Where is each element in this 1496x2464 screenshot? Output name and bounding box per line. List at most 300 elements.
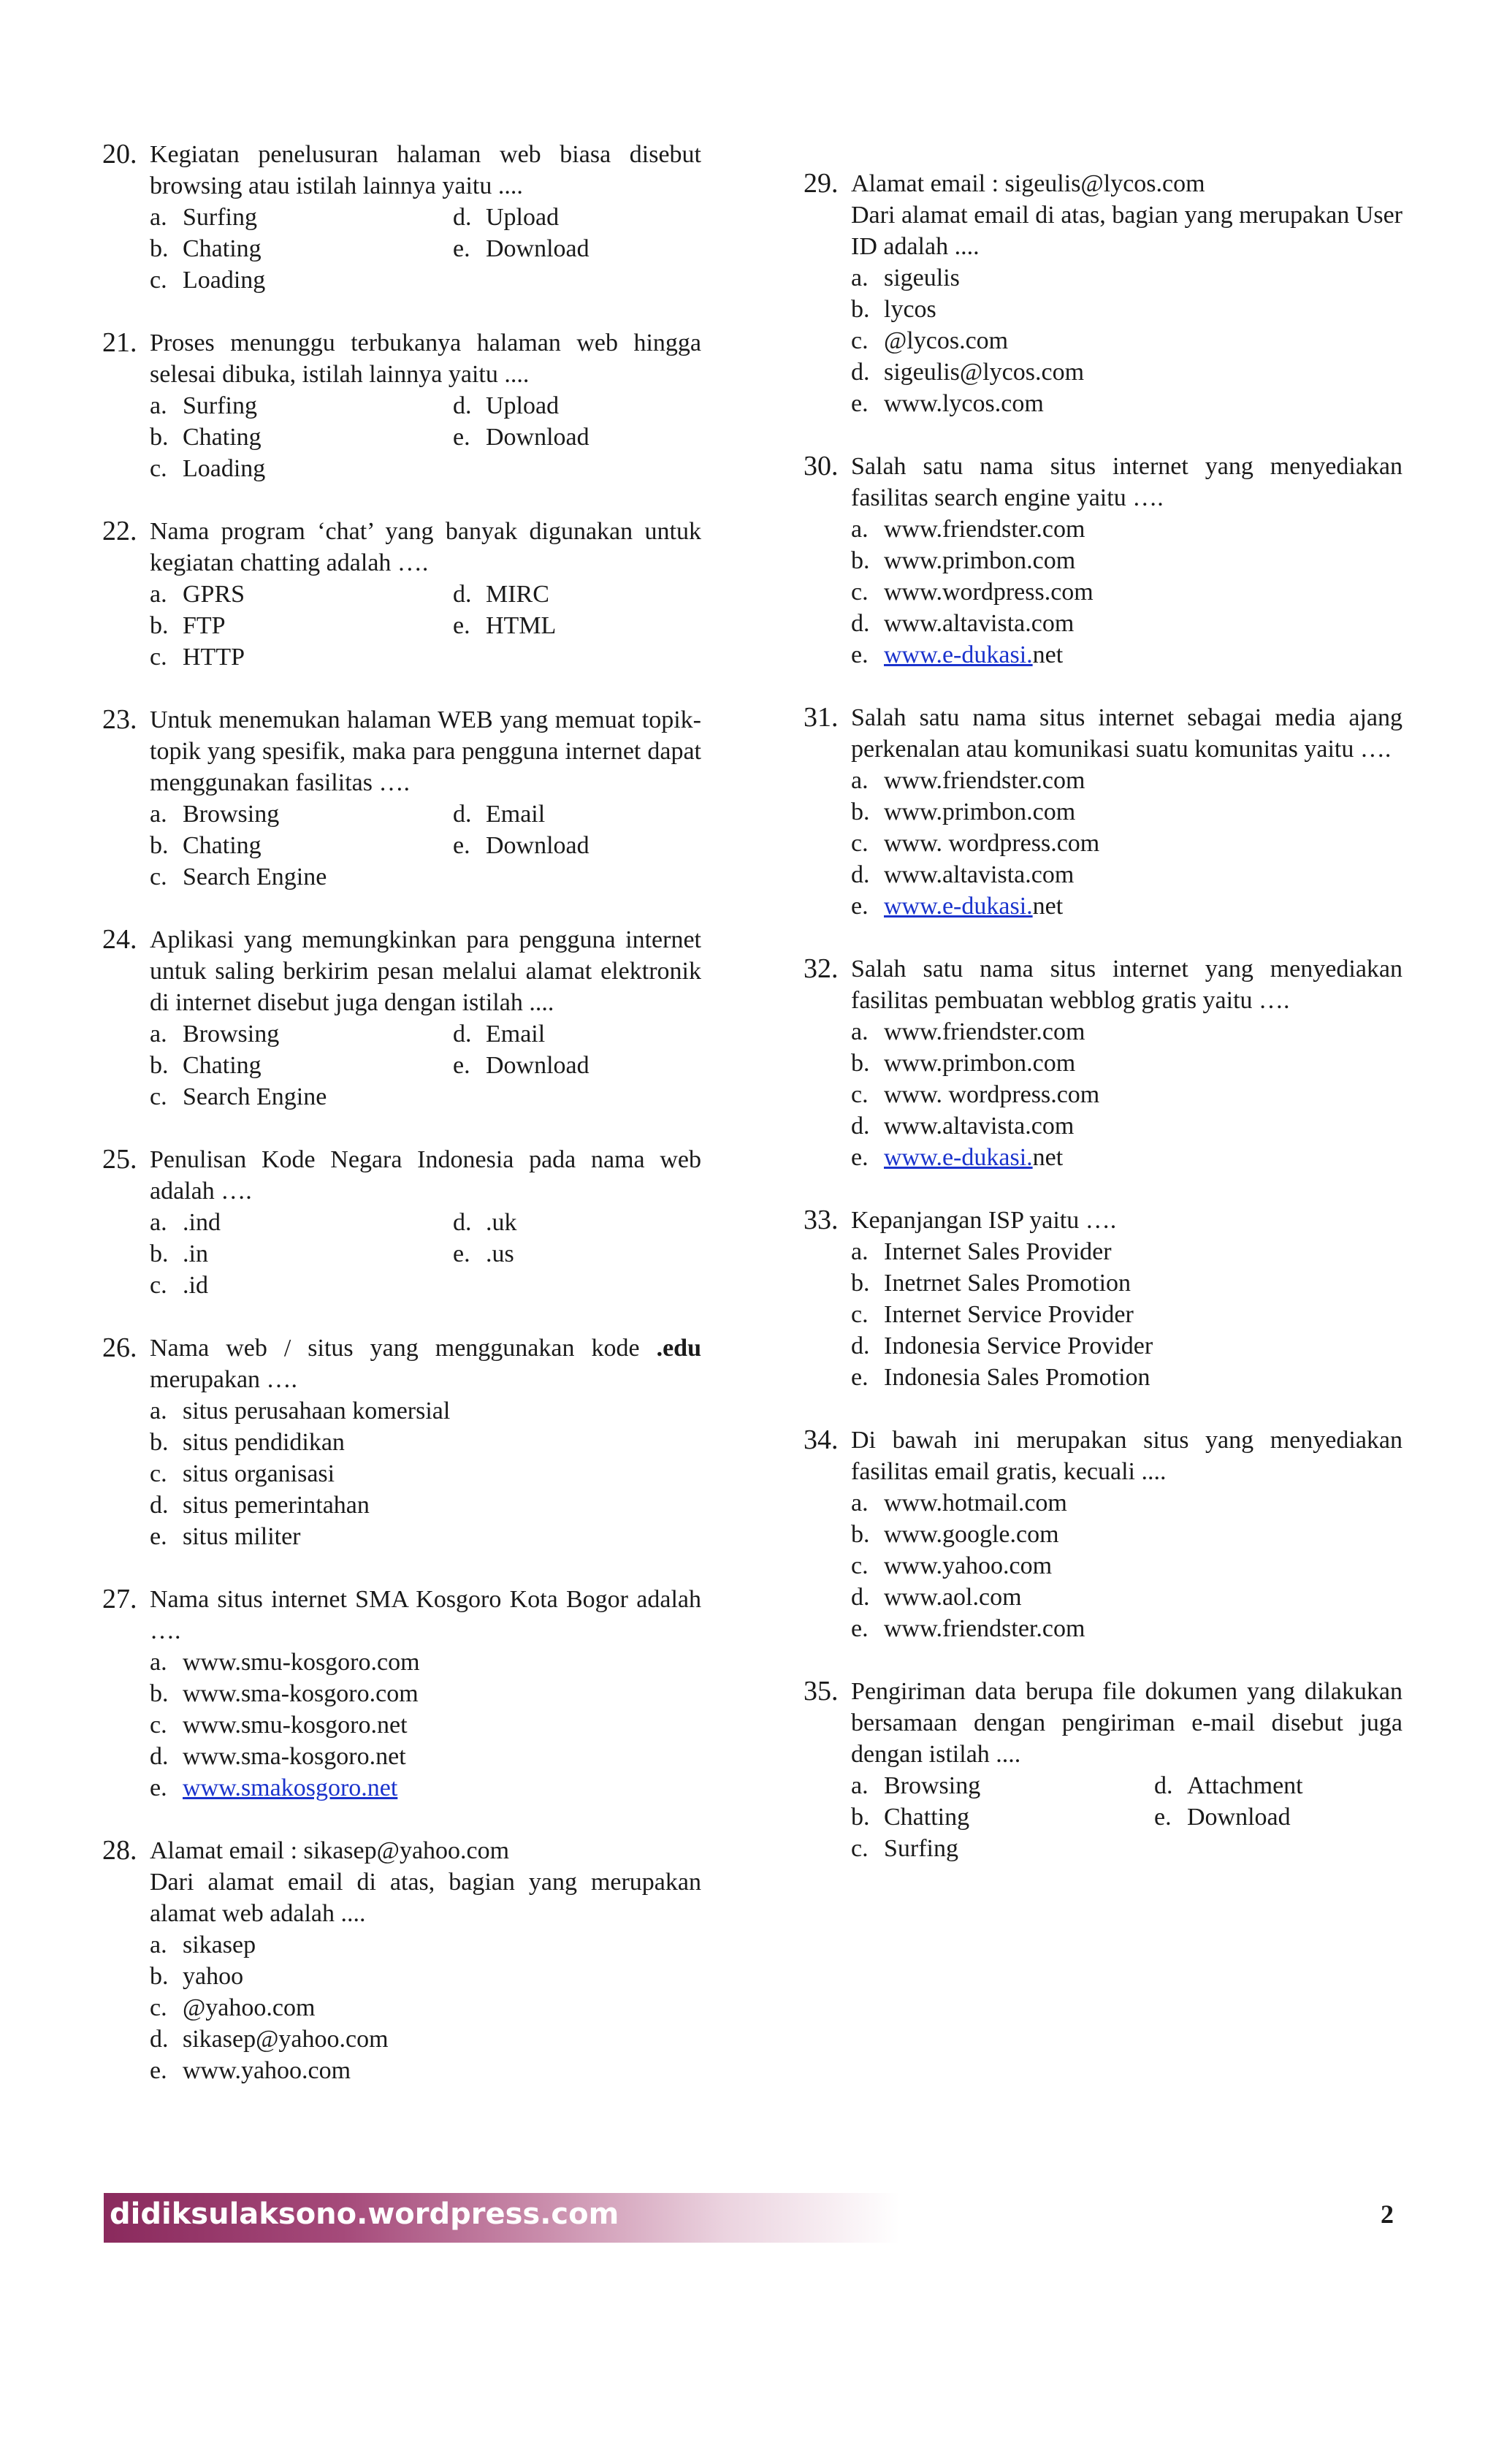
answer-option — [851, 1142, 1402, 1173]
question-text-main: Penulisan Kode Negara Indonesia pada nama web adalah …. — [150, 1146, 701, 1205]
answer-option — [851, 796, 1402, 828]
option-letter: b. — [851, 798, 870, 825]
answer-option — [453, 1050, 701, 1081]
question-item — [102, 1144, 701, 1301]
answer-options — [150, 798, 701, 893]
question-number: 24. — [102, 924, 137, 955]
answer-options — [851, 765, 1402, 922]
question-text-main: Aplikasi yang memungkinkan para pengguna internet untuk saling berkirim pesan melalui alamat elektronik di internet disebut juga dengan istilah .... — [150, 926, 701, 1016]
option-letter: a. — [851, 1490, 869, 1517]
answer-option — [851, 1487, 1402, 1519]
option-letter: a. — [150, 1649, 167, 1676]
question-number: 26. — [102, 1332, 137, 1363]
question-number: 31. — [804, 702, 839, 733]
option-letter: e. — [453, 1052, 470, 1079]
question-text — [851, 702, 1402, 765]
option-letter: a. — [851, 1238, 869, 1265]
question-text-main: Kepanjangan ISP yaitu …. — [851, 1207, 1117, 1234]
option-text: www.friendster.com — [884, 1018, 1085, 1045]
question-text — [851, 168, 1402, 199]
option-letter: c. — [851, 830, 869, 857]
option-letter: c. — [150, 1272, 167, 1299]
answer-option — [453, 579, 701, 610]
answer-option — [453, 1207, 701, 1238]
option-text: www.primbon.com — [884, 547, 1076, 574]
option-text: Chating — [183, 424, 262, 451]
answer-options — [851, 1487, 1402, 1644]
question-item — [102, 924, 701, 1113]
option-letter: c. — [150, 267, 167, 294]
answer-option — [150, 422, 453, 453]
option-letter: d. — [851, 610, 870, 637]
question-text — [851, 1676, 1402, 1770]
answer-option — [150, 1772, 701, 1804]
question-text — [150, 327, 701, 390]
option-text: Indonesia Sales Promotion — [884, 1364, 1150, 1391]
answer-option — [150, 1081, 453, 1113]
option-text: www.friendster.com — [884, 767, 1085, 794]
option-text: www.sma-kosgoro.com — [183, 1680, 419, 1707]
question-item — [102, 1332, 701, 1552]
answer-option — [851, 1833, 1154, 1864]
answer-option — [150, 1427, 701, 1458]
question-text-main: Alamat email : sigeulis@lycos.com — [851, 170, 1205, 197]
option-letter: d. — [150, 1492, 169, 1519]
answer-options — [150, 1929, 701, 2086]
option-link[interactable]: www.e-dukasi. — [884, 641, 1033, 668]
option-text: @lycos.com — [884, 327, 1009, 354]
option-text: .us — [486, 1240, 514, 1267]
option-text — [884, 890, 1063, 922]
question-text — [851, 953, 1402, 1016]
answer-option — [851, 608, 1402, 639]
answer-option — [453, 1018, 701, 1050]
option-text: www.sma-kosgoro.net — [183, 1743, 406, 1770]
option-text: www.hotmail.com — [884, 1490, 1067, 1517]
option-letter: e. — [453, 424, 470, 451]
answer-option — [1154, 1770, 1402, 1801]
answer-option — [150, 798, 453, 830]
question-item — [804, 451, 1402, 671]
option-letter: d. — [851, 1113, 870, 1140]
option-text: Indonesia Service Provider — [884, 1332, 1153, 1359]
option-letter: d. — [453, 392, 472, 419]
answer-option — [851, 890, 1402, 922]
option-text — [884, 639, 1063, 671]
option-letter: b. — [851, 547, 870, 574]
option-letter: b. — [851, 1804, 870, 1831]
option-letter: e. — [851, 1364, 869, 1391]
option-text: sigeulis — [884, 264, 960, 291]
option-letter: c. — [150, 644, 167, 671]
option-text: Chating — [183, 832, 262, 859]
question-text-main: Kegiatan penelusuran halaman web biasa disebut browsing atau istilah lainnya yaitu .... — [150, 141, 701, 199]
answer-option — [150, 861, 453, 893]
answer-options — [150, 1395, 701, 1552]
answer-option — [150, 1207, 453, 1238]
option-text: situs organisasi — [183, 1460, 335, 1487]
option-letter: a. — [150, 392, 167, 419]
question-item — [102, 327, 701, 484]
answer-option — [851, 1267, 1402, 1299]
question-text-secondary: Dari alamat email di atas, bagian yang merupakan User ID adalah .... — [851, 202, 1402, 260]
option-letter: a. — [851, 516, 869, 543]
question-text — [150, 139, 701, 202]
question-number: 32. — [804, 953, 839, 984]
option-text: www. wordpress.com — [884, 830, 1100, 857]
option-text: Internet Sales Provider — [884, 1238, 1112, 1265]
option-text: www.friendster.com — [884, 1615, 1085, 1642]
option-letter: a. — [150, 1931, 167, 1958]
option-text: Browsing — [884, 1772, 981, 1799]
question-text — [150, 924, 701, 1018]
option-letter: b. — [150, 424, 169, 451]
question-text — [150, 1584, 701, 1647]
answer-option — [150, 1018, 453, 1050]
option-letter: e. — [851, 390, 869, 417]
answer-option — [851, 765, 1402, 796]
question-number: 34. — [804, 1424, 839, 1455]
answer-options — [150, 1647, 701, 1804]
option-text: Upload — [486, 204, 560, 231]
answer-options — [150, 1018, 701, 1113]
answer-option — [851, 545, 1402, 576]
question-number: 20. — [102, 139, 137, 169]
answer-option — [453, 233, 701, 264]
option-text-rest: net — [1032, 641, 1064, 668]
option-text: situs pemerintahan — [183, 1492, 370, 1519]
option-text: Download — [486, 235, 589, 262]
option-text: HTML — [486, 612, 557, 639]
question-text — [851, 451, 1402, 514]
answer-option — [453, 610, 701, 641]
question-number: 30. — [804, 451, 839, 481]
option-text: .id — [183, 1272, 208, 1299]
question-text-main: Nama program ‘chat’ yang banyak digunakan untuk kegiatan chatting adalah …. — [150, 518, 701, 576]
option-text: Chating — [183, 1052, 262, 1079]
answer-option — [453, 830, 701, 861]
answer-option — [150, 641, 453, 673]
option-text: Surfing — [884, 1835, 958, 1862]
answer-option — [851, 1048, 1402, 1079]
option-text: sigeulis@lycos.com — [884, 359, 1085, 386]
option-text: www.yahoo.com — [884, 1552, 1053, 1579]
option-letter: b. — [150, 235, 169, 262]
question-item — [804, 1676, 1402, 1864]
option-letter: b. — [851, 1521, 870, 1548]
option-text: www. wordpress.com — [884, 1081, 1100, 1108]
answer-option — [851, 1299, 1402, 1330]
question-number: 28. — [102, 1835, 137, 1866]
option-text: .in — [183, 1240, 208, 1267]
answer-option — [150, 1647, 701, 1678]
answer-option — [851, 262, 1402, 294]
question-number: 35. — [804, 1676, 839, 1706]
option-text: www.altavista.com — [884, 1113, 1075, 1140]
option-letter: d. — [453, 1021, 472, 1048]
answer-option — [150, 1238, 453, 1270]
question-item — [804, 1424, 1402, 1644]
answer-option — [851, 1016, 1402, 1048]
question-number: 29. — [804, 168, 839, 199]
option-text: www.smu-kosgoro.net — [183, 1712, 408, 1739]
answer-option — [851, 859, 1402, 890]
option-letter: d. — [851, 861, 870, 888]
option-text: Download — [486, 1052, 589, 1079]
option-letter: d. — [150, 1743, 169, 1770]
option-text: situs perusahaan komersial — [183, 1397, 451, 1424]
answer-option — [851, 1110, 1402, 1142]
option-letter: d. — [851, 359, 870, 386]
option-text: Chating — [183, 235, 262, 262]
option-letter: b. — [150, 1429, 169, 1456]
option-letter: b. — [150, 1240, 169, 1267]
question-text — [851, 1205, 1402, 1236]
option-letter: b. — [150, 612, 169, 639]
answer-option — [851, 828, 1402, 859]
option-text: Email — [486, 801, 546, 828]
option-text: GPRS — [183, 581, 245, 608]
option-letter: a. — [150, 1021, 167, 1048]
option-letter: a. — [851, 1018, 869, 1045]
answer-option — [851, 294, 1402, 325]
answer-option — [150, 233, 453, 264]
option-text: yahoo — [183, 1963, 244, 1990]
option-text: HTTP — [183, 644, 245, 671]
option-letter: d. — [851, 1332, 870, 1359]
option-text: www.primbon.com — [884, 1050, 1076, 1077]
option-text: MIRC — [486, 581, 549, 608]
option-text-rest: net — [1032, 893, 1064, 920]
question-text-after: merupakan …. — [150, 1366, 298, 1393]
question-item — [804, 702, 1402, 922]
option-letter: e. — [453, 235, 470, 262]
answer-option — [851, 1550, 1402, 1582]
question-text — [150, 516, 701, 579]
option-text: www.yahoo.com — [183, 2057, 351, 2084]
question-number: 27. — [102, 1584, 137, 1614]
answer-option — [851, 1362, 1402, 1393]
question-text-main: Salah satu nama situs internet sebagai media ajang perkenalan atau komunikasi suatu komunitas yaitu …. — [851, 704, 1402, 763]
option-letter: d. — [150, 2026, 169, 2053]
option-letter: c. — [851, 579, 869, 606]
option-letter: d. — [453, 801, 472, 828]
option-text: .ind — [183, 1209, 221, 1236]
option-letter: e. — [453, 612, 470, 639]
answer-option — [851, 388, 1402, 419]
answer-options — [150, 579, 701, 673]
option-text: Search Engine — [183, 863, 327, 890]
option-text: www.friendster.com — [884, 516, 1085, 543]
answer-option — [150, 830, 453, 861]
question-item — [102, 139, 701, 296]
option-text: Loading — [183, 455, 266, 482]
answer-option — [150, 1395, 701, 1427]
answer-option — [150, 610, 453, 641]
question-number: 21. — [102, 327, 137, 358]
question-code: .edu — [656, 1335, 702, 1362]
option-letter: a. — [150, 1209, 167, 1236]
question-number: 33. — [804, 1205, 839, 1235]
option-text: Download — [486, 424, 589, 451]
option-letter: a. — [150, 1397, 167, 1424]
answer-option — [150, 579, 453, 610]
option-letter: b. — [851, 296, 870, 323]
answer-option — [851, 1236, 1402, 1267]
option-text: www.primbon.com — [884, 798, 1076, 825]
option-letter: b. — [851, 1270, 870, 1297]
option-letter: b. — [150, 832, 169, 859]
answer-options — [150, 1207, 701, 1301]
answer-options — [851, 262, 1402, 419]
option-letter: e. — [150, 2057, 167, 2084]
option-text: www.smu-kosgoro.com — [183, 1649, 420, 1676]
answer-option — [150, 1458, 701, 1490]
option-text: www.altavista.com — [884, 861, 1075, 888]
answer-options — [851, 1770, 1402, 1864]
option-letter: a. — [851, 264, 869, 291]
option-text: Surfing — [183, 204, 257, 231]
answer-option — [851, 1770, 1154, 1801]
option-letter: b. — [851, 1050, 870, 1077]
option-text: Internet Service Provider — [884, 1301, 1134, 1328]
question-text — [150, 1835, 701, 1866]
question-number: 25. — [102, 1144, 137, 1175]
answer-option — [150, 1709, 701, 1741]
answer-option — [150, 202, 453, 233]
option-link[interactable]: www.e-dukasi. — [884, 893, 1033, 920]
option-text: Download — [1187, 1804, 1291, 1831]
question-text-main: Pengiriman data berupa file dokumen yang dilakukan bersamaan dengan pengiriman e-mail disebut juga dengan istilah .... — [851, 1678, 1402, 1768]
answer-option — [150, 2055, 701, 2086]
answer-options — [150, 202, 701, 296]
answer-option — [851, 1582, 1402, 1613]
option-letter: d. — [453, 204, 472, 231]
page-number: 2 — [1381, 2200, 1394, 2229]
question-text-main: Salah satu nama situs internet yang menyediakan fasilitas search engine yaitu …. — [851, 453, 1402, 511]
answer-option — [453, 1238, 701, 1270]
answer-options — [851, 514, 1402, 671]
option-text: .uk — [486, 1209, 517, 1236]
option-letter: d. — [1154, 1772, 1173, 1799]
option-letter: c. — [851, 1552, 869, 1579]
answer-option — [150, 1929, 701, 1961]
option-letter: a. — [150, 581, 167, 608]
option-link[interactable]: www.smakosgoro.net — [183, 1774, 398, 1801]
option-letter: d. — [453, 581, 472, 608]
answer-option — [851, 1330, 1402, 1362]
option-text: Attachment — [1187, 1772, 1303, 1799]
option-text: Download — [486, 832, 589, 859]
option-letter: c. — [851, 1301, 869, 1328]
answer-option — [851, 1519, 1402, 1550]
answer-option — [150, 1678, 701, 1709]
answer-option — [851, 1613, 1402, 1644]
option-letter: e. — [851, 1615, 869, 1642]
answer-option — [150, 1992, 701, 2024]
answer-options — [851, 1016, 1402, 1173]
option-letter: c. — [150, 1712, 167, 1739]
option-letter: c. — [150, 1460, 167, 1487]
option-text: situs militer — [183, 1523, 301, 1550]
question-item — [102, 704, 701, 893]
answer-option — [851, 1079, 1402, 1110]
option-letter: c. — [150, 1994, 167, 2021]
option-letter: c. — [851, 1835, 869, 1862]
answer-option — [851, 576, 1402, 608]
answer-option — [453, 422, 701, 453]
option-letter: c. — [851, 327, 869, 354]
answer-options — [851, 1236, 1402, 1393]
answer-option — [453, 390, 701, 422]
question-text-secondary: Dari alamat email di atas, bagian yang merupakan alamat web adalah .... — [150, 1869, 701, 1927]
question-text — [150, 1332, 701, 1395]
option-text: Inetrnet Sales Promotion — [884, 1270, 1131, 1297]
answer-option — [150, 264, 453, 296]
answer-option — [150, 1521, 701, 1552]
footer-site-text: didiksulaksono.wordpress.com — [110, 2197, 619, 2231]
option-text: Loading — [183, 267, 266, 294]
answer-option — [150, 1050, 453, 1081]
option-letter: b. — [150, 1680, 169, 1707]
answer-option — [150, 1961, 701, 1992]
answer-option — [851, 325, 1402, 356]
question-text-main: Proses menunggu terbukanya halaman web hingga selesai dibuka, istilah lainnya yaitu .... — [150, 329, 701, 388]
option-text: Upload — [486, 392, 560, 419]
answer-option — [453, 798, 701, 830]
option-text: www.google.com — [884, 1521, 1059, 1548]
option-letter: a. — [851, 1772, 869, 1799]
question-text-main: Salah satu nama situs internet yang menyediakan fasilitas pembuatan webblog gratis yaitu …. — [851, 956, 1402, 1014]
question-item — [102, 516, 701, 673]
option-letter: c. — [150, 1083, 167, 1110]
option-letter: a. — [851, 767, 869, 794]
option-letter: a. — [150, 204, 167, 231]
question-item — [102, 1584, 701, 1804]
option-letter: e. — [453, 832, 470, 859]
option-letter: d. — [453, 1209, 472, 1236]
question-text-main: Nama situs internet SMA Kosgoro Kota Bogor adalah …. — [150, 1586, 701, 1644]
answer-option — [851, 356, 1402, 388]
option-text: Browsing — [183, 801, 280, 828]
option-text: www.aol.com — [884, 1584, 1022, 1611]
answer-option — [150, 1270, 453, 1301]
option-text: @yahoo.com — [183, 1994, 316, 2021]
answer-option — [453, 202, 701, 233]
option-text: www.lycos.com — [884, 390, 1044, 417]
option-text: www.wordpress.com — [884, 579, 1094, 606]
question-item — [804, 168, 1402, 419]
option-text: situs pendidikan — [183, 1429, 345, 1456]
answer-option — [150, 1741, 701, 1772]
option-letter: e. — [453, 1240, 470, 1267]
question-number: 23. — [102, 704, 137, 735]
answer-option — [150, 390, 453, 422]
question-text — [150, 1144, 701, 1207]
option-letter: b. — [150, 1963, 169, 1990]
answer-option — [851, 1801, 1154, 1833]
option-text: lycos — [884, 296, 936, 323]
question-text-main: Di bawah ini merupakan situs yang menyediakan fasilitas email gratis, kecuali .... — [851, 1427, 1402, 1485]
option-letter: c. — [851, 1081, 869, 1108]
option-text: Browsing — [183, 1021, 280, 1048]
option-text: Search Engine — [183, 1083, 327, 1110]
option-text: Email — [486, 1021, 546, 1048]
option-letter: b. — [150, 1052, 169, 1079]
option-link[interactable]: www.e-dukasi. — [884, 1144, 1033, 1171]
option-letter: e. — [150, 1523, 167, 1550]
option-text: sikasep@yahoo.com — [183, 2026, 389, 2053]
